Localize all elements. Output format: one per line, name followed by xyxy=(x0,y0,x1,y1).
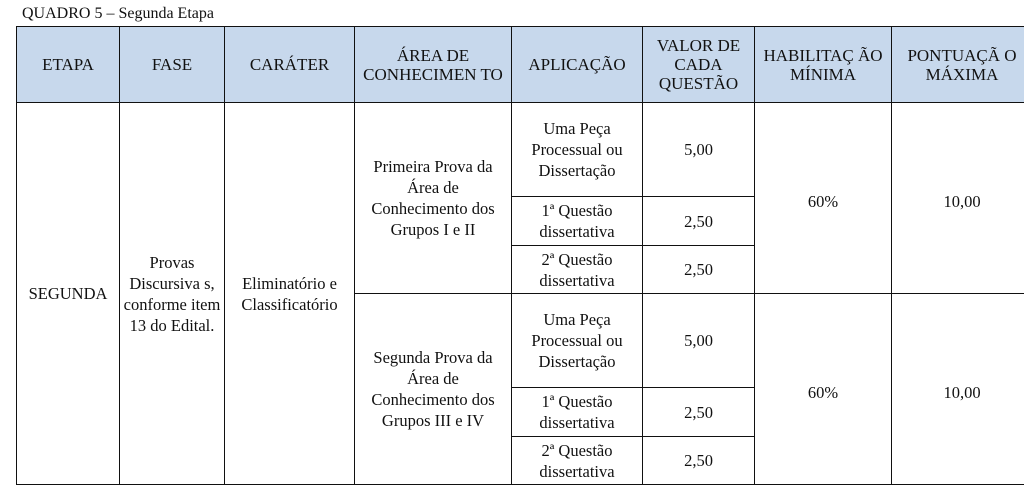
header-habilitacao: HABILITAÇ ÃO MÍNIMA xyxy=(755,27,892,103)
table-caption: QUADRO 5 – Segunda Etapa xyxy=(22,5,214,22)
fase-cell: Provas Discursiva s, conforme item 13 do Edital. xyxy=(120,103,225,485)
stage-table xyxy=(16,26,1024,485)
valor-cell: 2,50 xyxy=(643,246,755,294)
table-row xyxy=(17,103,1024,197)
aplicacao-cell: 2ª Questão dissertativa xyxy=(512,246,643,294)
valor-cell: 2,50 xyxy=(643,437,755,485)
aplicacao-cell: 1ª Questão dissertativa xyxy=(512,388,643,437)
habilitacao-cell: 60% xyxy=(755,103,892,294)
header-row xyxy=(17,27,1024,103)
aplicacao-cell: 1ª Questão dissertativa xyxy=(512,197,643,246)
habilitacao-cell: 60% xyxy=(755,294,892,485)
area-cell: Primeira Prova da Área de Conhecimento dos Grupos I e II xyxy=(355,103,512,294)
etapa-cell: SEGUNDA xyxy=(17,103,120,485)
header-carater: CARÁTER xyxy=(225,27,355,103)
aplicacao-cell: 2ª Questão dissertativa xyxy=(512,437,643,485)
valor-cell: 5,00 xyxy=(643,294,755,388)
header-fase: FASE xyxy=(120,27,225,103)
carater-cell: Eliminatório e Classificatório xyxy=(225,103,355,485)
pontuacao-cell: 10,00 xyxy=(892,294,1024,485)
header-valor: VALOR DE CADA QUESTÃO xyxy=(643,27,755,103)
aplicacao-cell: Uma Peça Processual ou Dissertação xyxy=(512,103,643,197)
valor-cell: 2,50 xyxy=(643,197,755,246)
header-area: ÁREA DE CONHECIMEN TO xyxy=(355,27,512,103)
header-aplicacao: APLICAÇÃO xyxy=(512,27,643,103)
aplicacao-cell: Uma Peça Processual ou Dissertação xyxy=(512,294,643,388)
pontuacao-cell: 10,00 xyxy=(892,103,1024,294)
header-pontuacao: PONTUAÇÃ O MÁXIMA xyxy=(892,27,1024,103)
area-cell: Segunda Prova da Área de Conhecimento dos Grupos III e IV xyxy=(355,294,512,485)
valor-cell: 2,50 xyxy=(643,388,755,437)
valor-cell: 5,00 xyxy=(643,103,755,197)
header-etapa: ETAPA xyxy=(17,27,120,103)
